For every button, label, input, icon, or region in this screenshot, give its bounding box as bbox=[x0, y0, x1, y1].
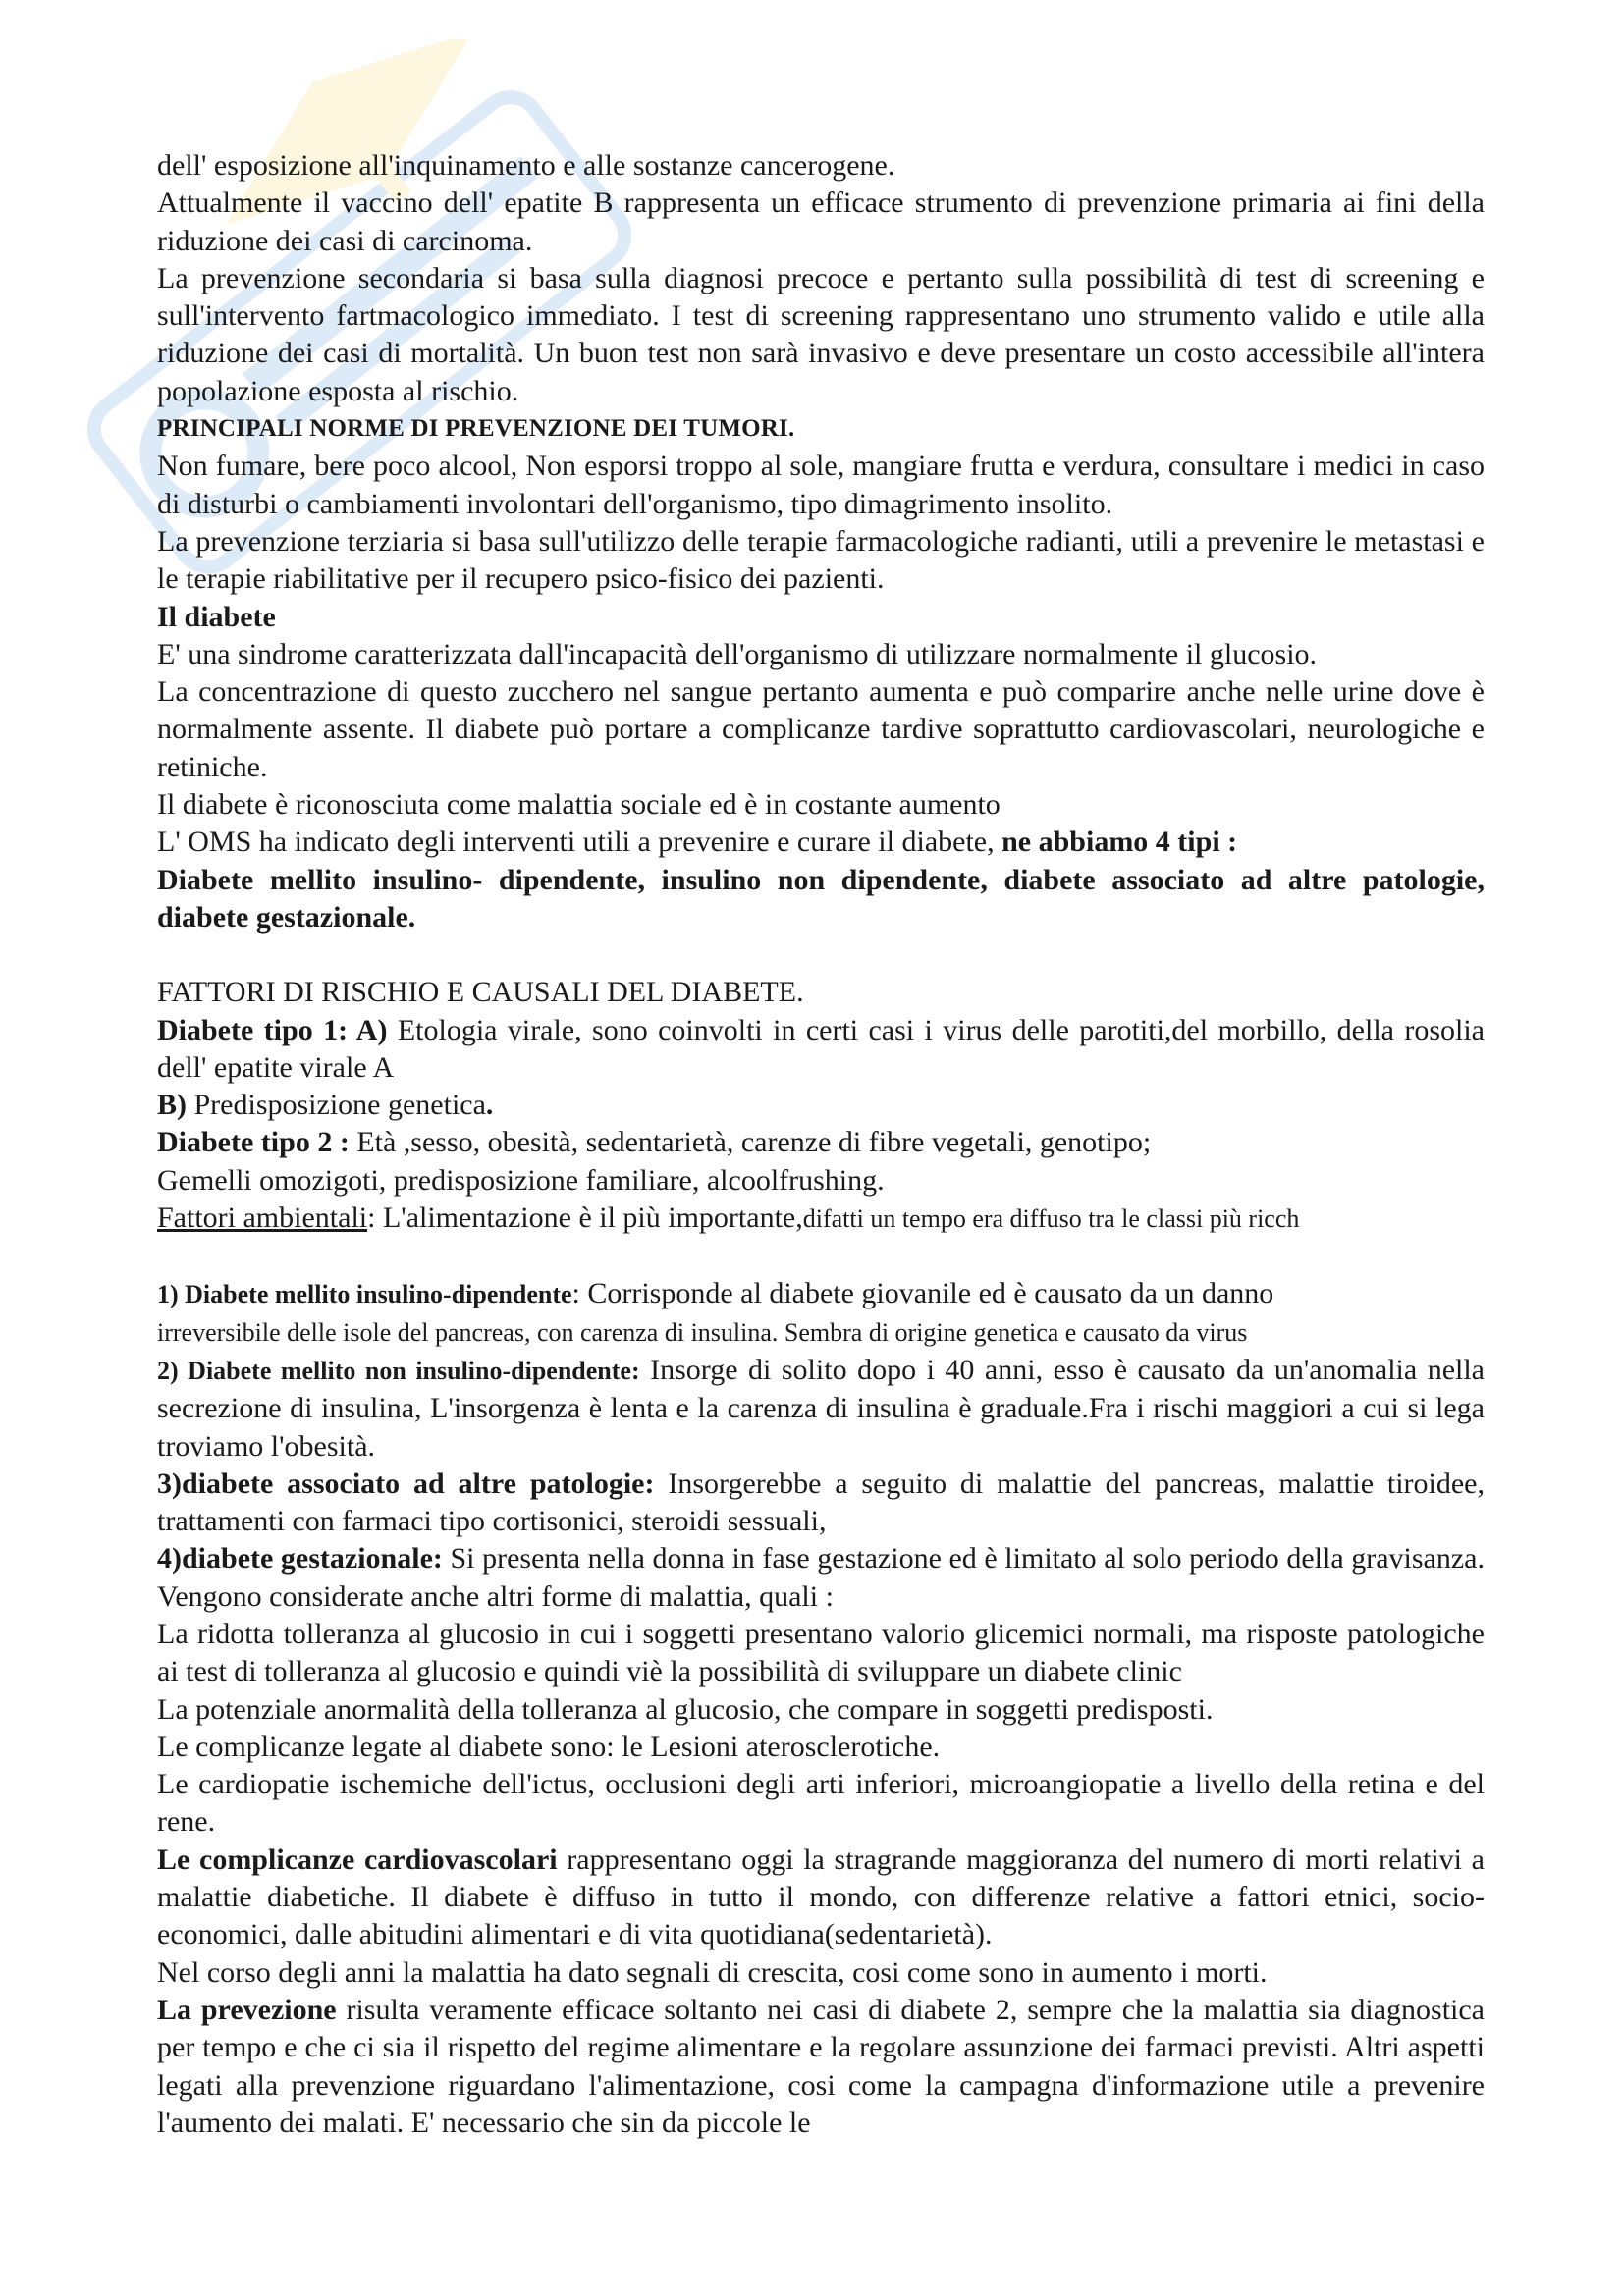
paragraph: dell' esposizione all'inquinamento e alle sostanze cancerogene. bbox=[157, 149, 895, 182]
paragraph bbox=[157, 1124, 1485, 1161]
text: Etologia virale, sono coinvolti in certi casi i virus delle parotiti,del morbillo, della rosolia dell' epatite virale A bbox=[157, 1013, 1486, 1084]
document-page bbox=[157, 147, 1485, 2142]
paragraph bbox=[157, 1275, 1485, 1313]
paragraph: irreversibile delle isole del pancreas, con carenza di insulina. Sembra di origine genetica e causato da virus bbox=[157, 1317, 1248, 1347]
text: rappresentano oggi la stragrande maggioranza del numero di morti relativi a malattie diabetiche. Il diabete è diffuso in tutto il mondo, con differenze relative a fattori etnici, socio-economici, dalle abitudini alimentari e di vita quotidiana(sedentarietà). bbox=[157, 1842, 1485, 1951]
bold-label: 3)diabete associato ad altre patologie: bbox=[157, 1467, 655, 1500]
paragraph: La prevenzione secondaria si basa sulla diagnosi precoce e pertanto sulla possibilità di test di screening e sull'intervento fartmacologico immediato. I test di screening rappresentano uno strumento valido e utile alla riduzione dei casi di mortalità. Un buon test non sarà invasivo e deve presentare un costo accessibile all'intera popolazione esposta al rischio. bbox=[157, 261, 1485, 407]
paragraph-types: Diabete mellito insulino- dipendente, insulino non dipendente, diabete associato ad altre patologie, diabete gestazionale. bbox=[157, 863, 1485, 934]
paragraph: La prevenzione terziaria si basa sull'utilizzo delle terapie farmacologiche radianti, utili a prevenire le metastasi e le terapie riabilitative per il recupero psico-fisico dei pazienti. bbox=[157, 524, 1485, 596]
bold-label: B) bbox=[157, 1089, 187, 1122]
paragraph: La ridotta tolleranza al glucosio in cui i soggetti presentano valorio glicemici normali, ma risposte patologiche ai test di tolleranza al glucosio e quindi viè la possibilità di sviluppare un diabete clinic bbox=[157, 1617, 1485, 1688]
paragraph bbox=[157, 824, 1485, 861]
text: Predisposizione genetica bbox=[187, 1089, 486, 1122]
bold-label: La prevezione bbox=[157, 1993, 337, 2026]
paragraph: Il diabete è riconosciuta come malattia sociale ed è in costante aumento bbox=[157, 788, 1001, 822]
paragraph bbox=[157, 1842, 1485, 1954]
text: : L'alimentazione è il più importante, bbox=[367, 1201, 803, 1235]
bold-label: Diabete tipo 1: A) bbox=[157, 1013, 388, 1046]
paragraph bbox=[157, 1087, 1485, 1124]
section-heading-diabete: Il diabete bbox=[157, 600, 276, 633]
paragraph: La concentrazione di questo zucchero nel sangue pertanto aumenta e può comparire anche nelle urine dove è normalmente assente. Il diabete può portare a complicanze tardive soprattutto cardiovascolari, neurologiche e retiniche. bbox=[157, 675, 1485, 783]
text: Insorgerebbe a seguito di malattie del pancreas, malattie tiroidee, trattamenti con farmaci tipo cortisonici, steroidi sessuali, bbox=[157, 1467, 1485, 1538]
paragraph: La potenziale anormalità della tolleranza al glucosio, che compare in soggetti predisposti. bbox=[157, 1692, 1214, 1726]
paragraph: Non fumare, bere poco alcool, Non esporsi troppo al sole, mangiare frutta e verdura, consultare i medici in caso di disturbi o cambiamenti involontari dell'organismo, tipo dimagrimento insolito. bbox=[157, 450, 1485, 520]
bold-dot: . bbox=[485, 1089, 494, 1122]
paragraph bbox=[157, 1992, 1485, 2142]
section-heading-fattori: FATTORI DI RISCHIO E CAUSALI DEL DIABETE. bbox=[157, 976, 804, 1009]
spacer bbox=[157, 936, 1485, 974]
paragraph: E' una sindrome caratterizzata dall'incapacità dell'organismo di utilizzare normalmente il glucosio. bbox=[157, 637, 1318, 670]
text: risulta veramente efficace soltanto nei casi di diabete 2, sempre che la malattia sia diagnostica per tempo e che ci sia il rispetto del regime alimentare e la regolare assunzione dei farmaci previsti. Altri aspetti legati alla prevenzione riguardano l'alimentazione, cosi come la campagna d'informazione utile a prevenire l'aumento dei malati. E' necessario che sin da piccole le bbox=[157, 1993, 1485, 2139]
paragraph bbox=[157, 1466, 1485, 1541]
paragraph: Attualmente il vaccino dell' epatite B rappresenta un efficace strumento di prevenzione primaria ai fini della riduzione dei casi di carcinoma. bbox=[157, 187, 1485, 257]
text: : Corrisponde al diabete giovanile ed è causato da un danno bbox=[571, 1277, 1274, 1310]
paragraph bbox=[157, 1540, 1485, 1616]
text: L' OMS ha indicato degli interventi utili a prevenire e curare il diabete, bbox=[157, 826, 1002, 859]
paragraph: Nel corso degli anni la malattia ha dato segnali di crescita, cosi come sono in aumento i morti. bbox=[157, 1955, 1268, 1989]
section-heading-norme: PRINCIPALI NORME DI PREVENZIONE DEI TUMORI. bbox=[157, 415, 795, 443]
bold-label: 4)diabete gestazionale: bbox=[157, 1542, 443, 1575]
paragraph bbox=[157, 1012, 1485, 1088]
text: Età ,sesso, obesità, sedentarietà, carenze di fibre vegetali, genotipo; bbox=[349, 1126, 1152, 1159]
bold-label: 1) Diabete mellito insulino-dipendente bbox=[157, 1280, 572, 1309]
spacer bbox=[157, 1238, 1485, 1275]
paragraph bbox=[157, 1352, 1485, 1466]
text: difatti un tempo era diffuso tra le classi più ricch bbox=[802, 1204, 1300, 1234]
paragraph: Le cardiopatie ischemiche dell'ictus, occlusioni degli arti inferiori, microangiopatie a livello della retina e del rene. bbox=[157, 1768, 1485, 1839]
bold-label: Diabete tipo 2 : bbox=[157, 1126, 350, 1159]
underlined-label: Fattori ambientali bbox=[157, 1201, 368, 1235]
text: Insorge di solito dopo i 40 anni, esso è causato da un'anomalia nella secrezione di insulina, L'insorgenza è lenta e la carenza di insulina è graduale.Fra i rischi maggiori a cui si lega troviamo l'obesità. bbox=[157, 1353, 1485, 1463]
bold-text: ne abbiamo 4 tipi : bbox=[1001, 826, 1238, 859]
text: Si presenta nella donna in fase gestazione ed è limitato al solo periodo della gravisanza. Vengono considerate anche altri forme di malattia, quali : bbox=[157, 1542, 1485, 1613]
paragraph: Le complicanze legate al diabete sono: le Lesioni aterosclerotiche. bbox=[157, 1730, 941, 1763]
paragraph bbox=[157, 1200, 1485, 1238]
bold-label: Le complicanze cardiovascolari bbox=[157, 1842, 558, 1876]
paragraph: Gemelli omozigoti, predisposizione familiare, alcoolfrushing. bbox=[157, 1163, 885, 1197]
bold-label: 2) Diabete mellito non insulino-dipendente: bbox=[157, 1356, 640, 1385]
